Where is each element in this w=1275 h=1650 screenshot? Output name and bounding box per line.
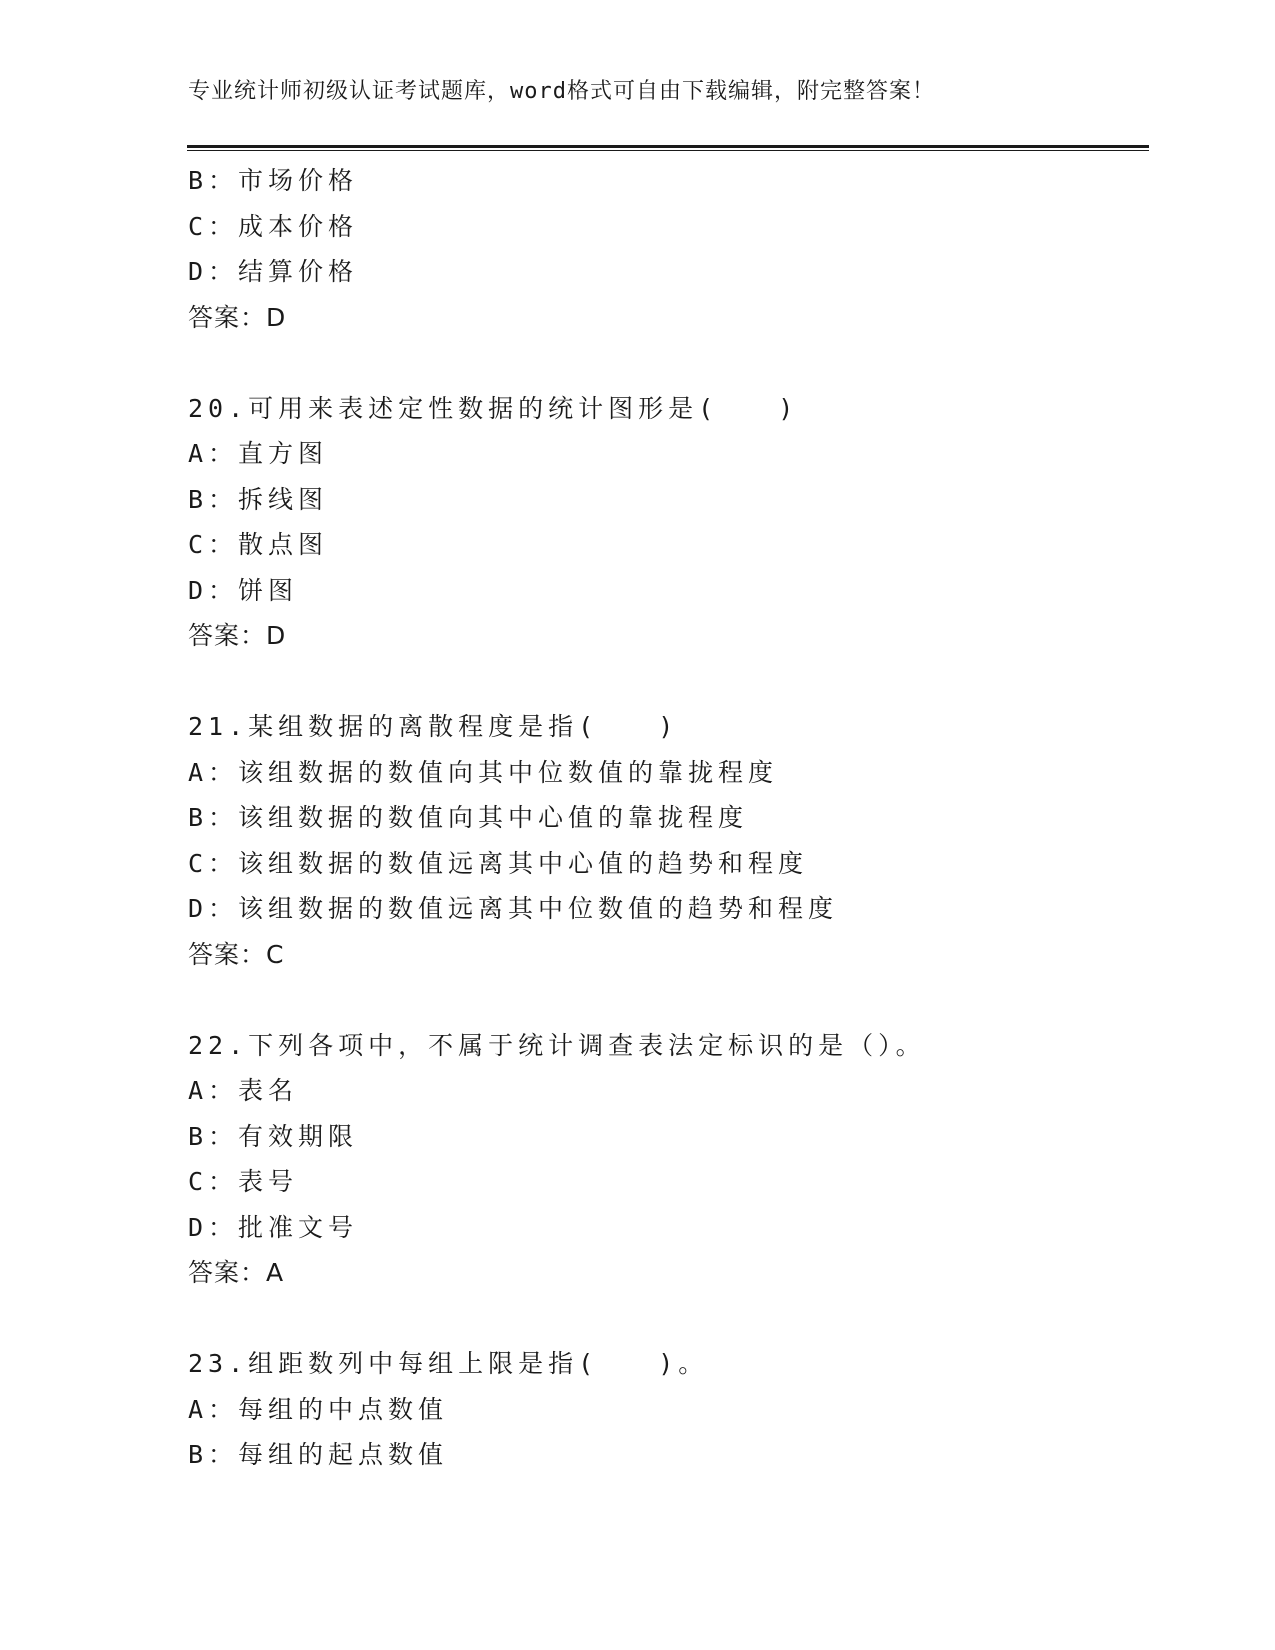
answer-line: 答案：D [188,621,287,650]
option-line: B：市场价格 [188,166,359,195]
page-header: 专业统计师初级认证考试题库，word格式可自由下载编辑，附完整答案！ [188,79,935,104]
spacer [188,340,1148,386]
header-rule-thick [187,145,1149,148]
option-line: D：批准文号 [188,1212,359,1242]
answer-line: 答案：D [188,302,287,332]
spacer [188,659,1148,705]
question-line: 21.某组数据的离散程度是指( ) [188,712,679,741]
answer-line: 答案：C [188,939,285,969]
spacer [188,1296,1148,1342]
option-line: C：该组数据的数值远离其中心值的趋势和程度 [188,848,809,878]
spacer [188,977,1148,1023]
option-line: C：成本价格 [188,211,359,241]
answer-line: 答案：A [188,1258,285,1287]
option-line: B：有效期限 [188,1121,359,1151]
question-line: 22.下列各项中，不属于统计调查表法定标识的是（）。 [188,1030,926,1060]
question-line: 23.组距数列中每组上限是指( )。 [188,1349,709,1378]
option-line: B：拆线图 [188,484,329,514]
option-line: C：表号 [188,1167,299,1196]
option-line: D：该组数据的数值远离其中位数值的趋势和程度 [188,894,839,923]
header-rule-thin [187,150,1149,151]
option-line: D：饼图 [188,575,299,605]
option-line: A：该组数据的数值向其中位数值的靠拢程度 [188,757,779,787]
question-line: 20.可用来表述定性数据的统计图形是( ) [188,393,799,423]
option-line: A：表名 [188,1076,299,1105]
exam-content [188,158,1148,1478]
option-line: B：每组的起点数值 [188,1440,449,1469]
option-line: B：该组数据的数值向其中心值的靠拢程度 [188,803,749,832]
option-line: A：直方图 [188,439,329,468]
option-line: D：结算价格 [188,257,359,286]
option-line: A：每组的中点数值 [188,1394,449,1424]
option-line: C：散点图 [188,530,329,559]
